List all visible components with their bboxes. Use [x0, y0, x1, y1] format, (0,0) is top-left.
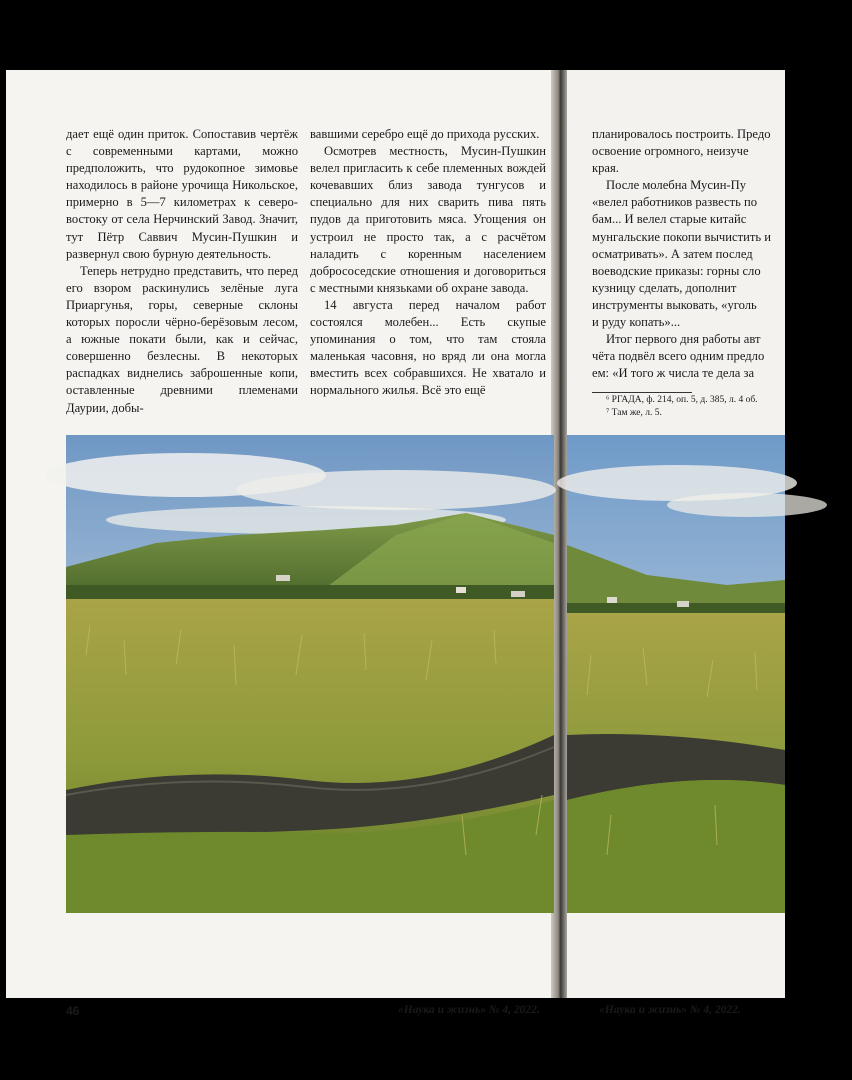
magazine-footer: «Наука и жизнь» № 4, 2022.	[398, 1004, 540, 1016]
landscape-illustration	[567, 435, 785, 913]
footnote: ⁶ РГАДА, ф. 214, оп. 5, д. 385, л. 4 об.	[606, 395, 758, 405]
line: и руду копать»...	[592, 315, 681, 330]
line: осматривать». А затем послед	[592, 246, 753, 261]
line: освоение огромного, неизуче	[592, 144, 749, 159]
line: воеводские приказы: горны сло	[592, 263, 761, 278]
paragraph: 14 августа перед началом работ состоялся молебен... Есть скупые упоминания о том, что там стояла маленькая часовня, но вряд ли она могла вместить всех собравшихся. Не хватало и нормального жилья. Всё это ещё	[310, 297, 546, 398]
text-column-1	[66, 126, 298, 417]
line: ем: «И того ж числа те дела за	[592, 366, 755, 381]
line: планировалось построить. Предо	[592, 127, 771, 141]
text-column-3	[592, 126, 852, 382]
paragraph: дает ещё один приток. Сопоставив чертёж с современными картами, можно предположить, что рудокопное зимовье находилось в районе урочища Никольское, примерно в 5—7 километрах к северо-востоку от села Нерчинский Завод. Значит, тут Пётр Саввич Мусин-Пушкин и развернул свою бурную деятельность.	[66, 127, 298, 261]
page-number: 46	[66, 1004, 80, 1018]
line: инструменты выковать, «уголь	[592, 297, 757, 312]
landscape-photo	[66, 435, 554, 913]
line: После молебна Мусин-Пу	[606, 178, 747, 193]
landscape-illustration	[66, 435, 554, 913]
line: кузницу сделать, дополнит	[592, 280, 737, 295]
landscape-photo-continued	[567, 435, 785, 913]
line: «велел работников развесть по	[592, 195, 758, 210]
line: чёта подвёл всего одним предло	[592, 349, 765, 364]
paragraph: вавшими серебро ещё до прихода русских.	[310, 127, 540, 141]
line: Итог первого дня работы авт	[606, 332, 761, 347]
text-column-2	[310, 126, 546, 400]
line: мунгальские покопи вычистить и	[592, 229, 771, 244]
footnotes	[606, 394, 758, 419]
magazine-footer: «Наука и жизнь» № 4, 2022.	[599, 1004, 741, 1016]
footnote-rule	[592, 392, 692, 393]
paragraph: Осмотрев местность, Мусин-Пушкин велел пригласить к себе племенных вождей кочевавших близ завода тунгусов и специально для них сварить пива пять пудов да приготовить мяса. Угощения он устроил не просто так, а с расчётом наладить с коренным населением добрососедские отношения и договориться с местными князьками об охране завода.	[310, 144, 546, 295]
line: бам... И велел старые китайс	[592, 212, 747, 227]
paragraph: Теперь нетрудно представить, что перед его взором раскинулись зелёные луга Приаргунья, горы, северные склоны которых поросли чёрно-берёзовым лесом, а южные покати были, как и сейчас, совершенно безлесны. В некоторых распадках виднелись заброшенные копи, оставленные древними племенами Даурии, добы-	[66, 263, 298, 415]
footnote: ⁷ Там же, л. 5.	[606, 407, 662, 418]
line: края.	[592, 161, 619, 176]
